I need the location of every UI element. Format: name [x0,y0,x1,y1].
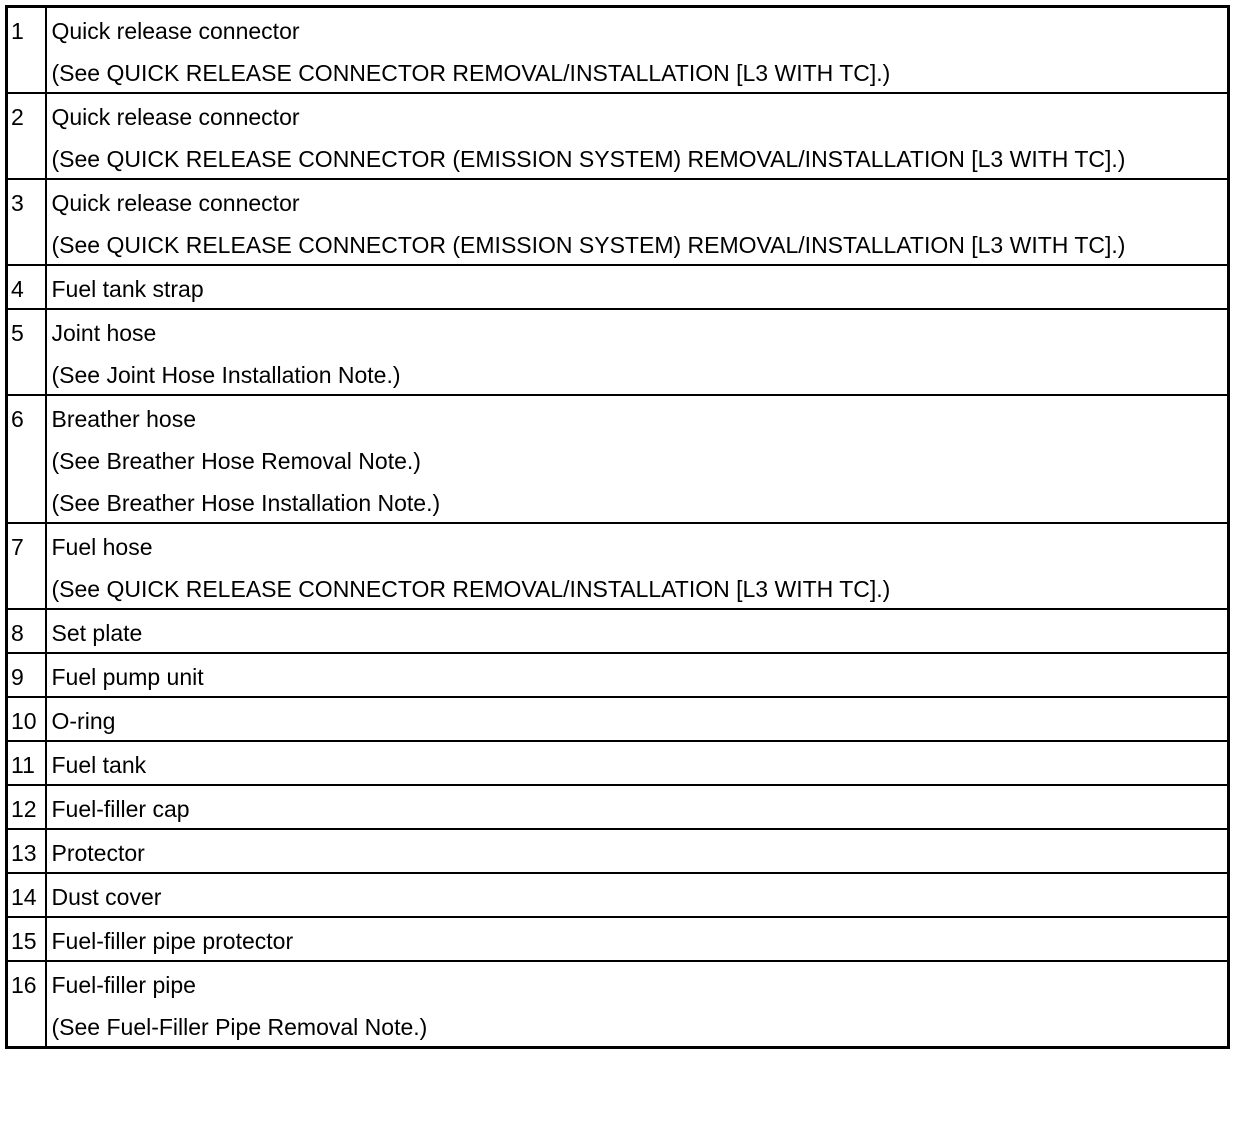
part-number-cell [7,309,46,395]
part-number-cell [7,697,46,741]
part-name: Joint hose [51,320,157,346]
part-number: 3 [11,190,24,216]
table-row [7,179,1229,265]
part-number: 13 [11,840,37,866]
part-number-cell [7,917,46,961]
part-name: Fuel tank strap [51,276,204,302]
table-row [7,741,1229,785]
part-name: Quick release connector [51,190,300,216]
part-description-cell [46,609,1229,653]
table-row [7,309,1229,395]
part-number-cell [7,961,46,1048]
reference-note: (See QUICK RELEASE CONNECTOR REMOVAL/INSTALLATION [L3 WITH TC].) [51,60,891,86]
part-name: Quick release connector [51,104,300,130]
part-number: 5 [11,320,24,346]
part-number: 9 [11,664,24,690]
part-name: O-ring [51,708,116,734]
part-number-cell [7,653,46,697]
part-name: Fuel pump unit [51,664,204,690]
part-description-cell [46,523,1229,609]
part-description-cell [46,7,1229,94]
part-number: 11 [11,752,35,778]
part-name: Fuel hose [51,534,153,560]
part-number-cell [7,785,46,829]
table-row [7,829,1229,873]
reference-note: (See Joint Hose Installation Note.) [51,362,401,388]
part-number: 15 [11,928,37,954]
part-number: 4 [11,276,24,302]
part-number-cell [7,93,46,179]
part-description-cell [46,395,1229,523]
part-number: 10 [11,708,37,734]
table-row [7,395,1229,523]
part-number-cell [7,609,46,653]
table-row [7,785,1229,829]
table-row [7,523,1229,609]
reference-note: (See QUICK RELEASE CONNECTOR (EMISSION SYSTEM) REMOVAL/INSTALLATION [L3 WITH TC].) [51,146,1126,172]
part-description-cell [46,653,1229,697]
part-description-cell [46,873,1229,917]
part-description-cell [46,265,1229,309]
table-row [7,7,1229,94]
part-number: 7 [11,534,24,560]
part-description-cell [46,309,1229,395]
part-number-cell [7,829,46,873]
part-name: Fuel tank [51,752,147,778]
part-description-cell [46,785,1229,829]
part-number-cell [7,873,46,917]
part-number: 12 [11,796,37,822]
reference-note: (See Fuel-Filler Pipe Removal Note.) [51,1014,428,1040]
reference-note: (See Breather Hose Installation Note.) [51,490,441,516]
part-name: Dust cover [51,884,162,910]
part-number: 6 [11,406,24,432]
table-row [7,93,1229,179]
part-number: 8 [11,620,24,646]
part-name: Protector [51,840,145,866]
reference-note: (See QUICK RELEASE CONNECTOR REMOVAL/INSTALLATION [L3 WITH TC].) [51,576,891,602]
part-number: 2 [11,104,24,130]
table-row [7,917,1229,961]
table-row [7,609,1229,653]
part-number: 16 [11,972,37,998]
part-name: Fuel-filler cap [51,796,190,822]
parts-table-body [7,7,1229,1048]
part-description-cell [46,697,1229,741]
part-number-cell [7,179,46,265]
part-description-cell [46,179,1229,265]
part-number-cell [7,395,46,523]
part-number: 1 [11,18,24,44]
table-row [7,961,1229,1048]
part-name: Fuel-filler pipe [51,972,196,998]
part-number-cell [7,741,46,785]
table-row [7,873,1229,917]
part-description-cell [46,93,1229,179]
part-name: Quick release connector [51,18,300,44]
part-number-cell [7,7,46,94]
reference-note: (See QUICK RELEASE CONNECTOR (EMISSION SYSTEM) REMOVAL/INSTALLATION [L3 WITH TC].) [51,232,1126,258]
part-name: Breather hose [51,406,196,432]
part-name: Set plate [51,620,143,646]
part-number-cell [7,523,46,609]
reference-note: (See Breather Hose Removal Note.) [51,448,421,474]
part-name: Fuel-filler pipe protector [51,928,294,954]
table-row [7,265,1229,309]
part-number-cell [7,265,46,309]
part-description-cell [46,741,1229,785]
parts-table [5,5,1230,1049]
part-number: 14 [11,884,37,910]
part-description-cell [46,961,1229,1048]
part-description-cell [46,917,1229,961]
part-description-cell [46,829,1229,873]
table-row [7,697,1229,741]
table-row [7,653,1229,697]
